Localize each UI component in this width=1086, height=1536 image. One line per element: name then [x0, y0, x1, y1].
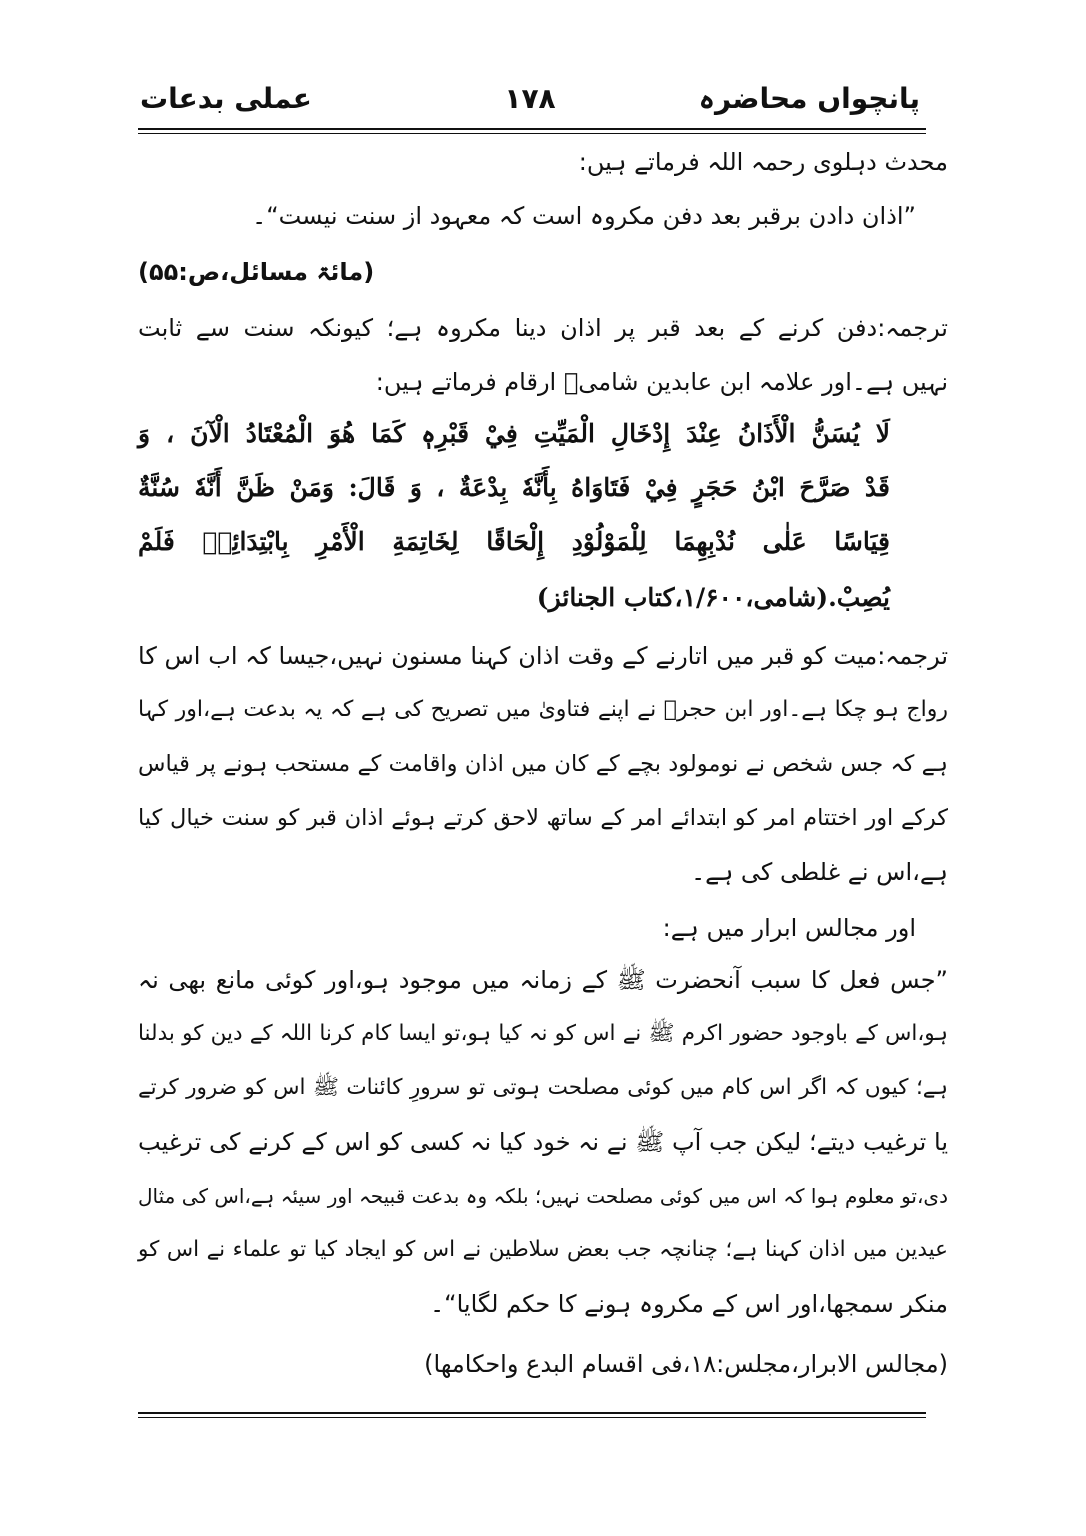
quote-line: ہے؛ کیوں کہ اگر اس کام میں کوئی مصلحت ہوتی تو سرورِ کائنات ﷺ اس کو ضرور کرتے — [138, 1075, 948, 1100]
arabic-quote-line: لَا یُسَنُّ الْأَذَانُ عِنْدَ إِدْخَالِ الْمَیِّتِ فِيْ قَبْرِہٖ كَمَا هُوَ الْمُعْتَادُ الْآنَ ، وَ — [138, 419, 890, 448]
footer-rule — [138, 1412, 926, 1418]
quote-line: ”جس فعل کا سبب آنحضرت ﷺ کے زمانہ میں موجود ہو،اور کوئی مانع بھی نہ — [138, 966, 948, 994]
arabic-quote-line: یُصِبْ.(شامی،۱/۶۰۰،کتاب الجنائز) — [536, 583, 890, 612]
page-number: ۱۷۸ — [504, 82, 556, 115]
citation: (مائۃ مسائل،ص:۵۵) — [138, 258, 375, 286]
quote-line: منکر سمجھا،اور اس کے مکروہ ہونے کا حکم لگایا“۔ — [430, 1290, 948, 1318]
topic-title: عملی بدعات — [140, 82, 312, 115]
citation: (مجالس الابرار،مجلس:۱۸،فی اقسام البدع واحکامها) — [424, 1350, 948, 1378]
text-line: ہے،اس نے غلطی کی ہے۔ — [691, 858, 948, 886]
text-line: ترجمہ:میت کو قبر میں اتارنے کے وقت اذان کہنا مسنون نہیں،جیسا کہ اب اس کا — [138, 642, 948, 670]
quote-line: عیدین میں اذان کہنا ہے؛ چنانچہ جب بعض سلاطین نے اس کو ایجاد کیا تو علماء نے اس کو — [138, 1237, 948, 1262]
persian-quote: ”اذان دادن برقبر بعد دفن مکروہ است کہ معہود از سنت نیست“۔ — [252, 202, 916, 230]
text-line: کرکے اور اختتام امر کو ابتدائے امر کے ساتھ لاحق کرتے ہوئے اذان قبر کو سنت خیال کیا — [138, 805, 948, 831]
text-line: نہیں ہے۔اور علامہ ابن عابدین شامیؒ ارقام فرماتے ہیں: — [375, 368, 948, 396]
header-rule — [138, 128, 926, 134]
text-line: ترجمہ:دفن کرنے کے بعد قبر پر اذان دینا مکروہ ہے؛ کیونکہ سنت سے ثابت — [138, 314, 948, 342]
text-line: رواج ہو چکا ہے۔اور ابن حجرؒ نے اپنے فتاویٰ میں تصریح کی ہے کہ یہ بدعت ہے،اور کہا — [138, 697, 948, 722]
text-line: محدث دہلوی رحمہ اللہ فرماتے ہیں: — [578, 148, 948, 176]
quote-line: یا ترغیب دیتے؛ لیکن جب آپ ﷺ نے نہ خود کیا نہ کسی کو اس کے کرنے کی ترغیب — [138, 1128, 948, 1156]
arabic-quote-line: قَدْ صَرَّحَ ابْنُ حَجَرٍ فِيْ فَتَاوَاهُ بِأَنَّهٗ بِدْعَةٌ ، وَ قَالَ: وَمَنْ ظَنَّ أَنَّهٗ سُنَّةٌ — [138, 473, 890, 502]
text-line: ہے کہ جس شخص نے نومولود بچے کے کان میں اذان واقامت کے مستحب ہونے پر قیاس — [138, 751, 948, 777]
chapter-title: پانچواں محاضرہ — [698, 82, 920, 115]
quote-line: ہو،اس کے باوجود حضور اکرم ﷺ نے اس کو نہ کیا ہو،تو ایسا کام کرنا اللہ کے دین کو بدلنا — [138, 1021, 948, 1046]
arabic-quote-line: قِيَاسًا عَلٰى نُدْبِهِمَا لِلْمَوْلُوْدِ إِلْحَاقًا لِخَاتِمَةِ الْأَمْرِ بِابْتِدَائِهٖ فَلَمْ — [138, 527, 890, 556]
running-header — [140, 82, 920, 122]
quote-line: دی،تو معلوم ہوا کہ اس میں کوئی مصلحت نہیں؛ بلکہ وہ بدعت قبیحہ اور سیئہ ہے،اس کی مثال — [138, 1184, 948, 1208]
text-line: اور مجالس ابرار میں ہے: — [662, 914, 916, 942]
